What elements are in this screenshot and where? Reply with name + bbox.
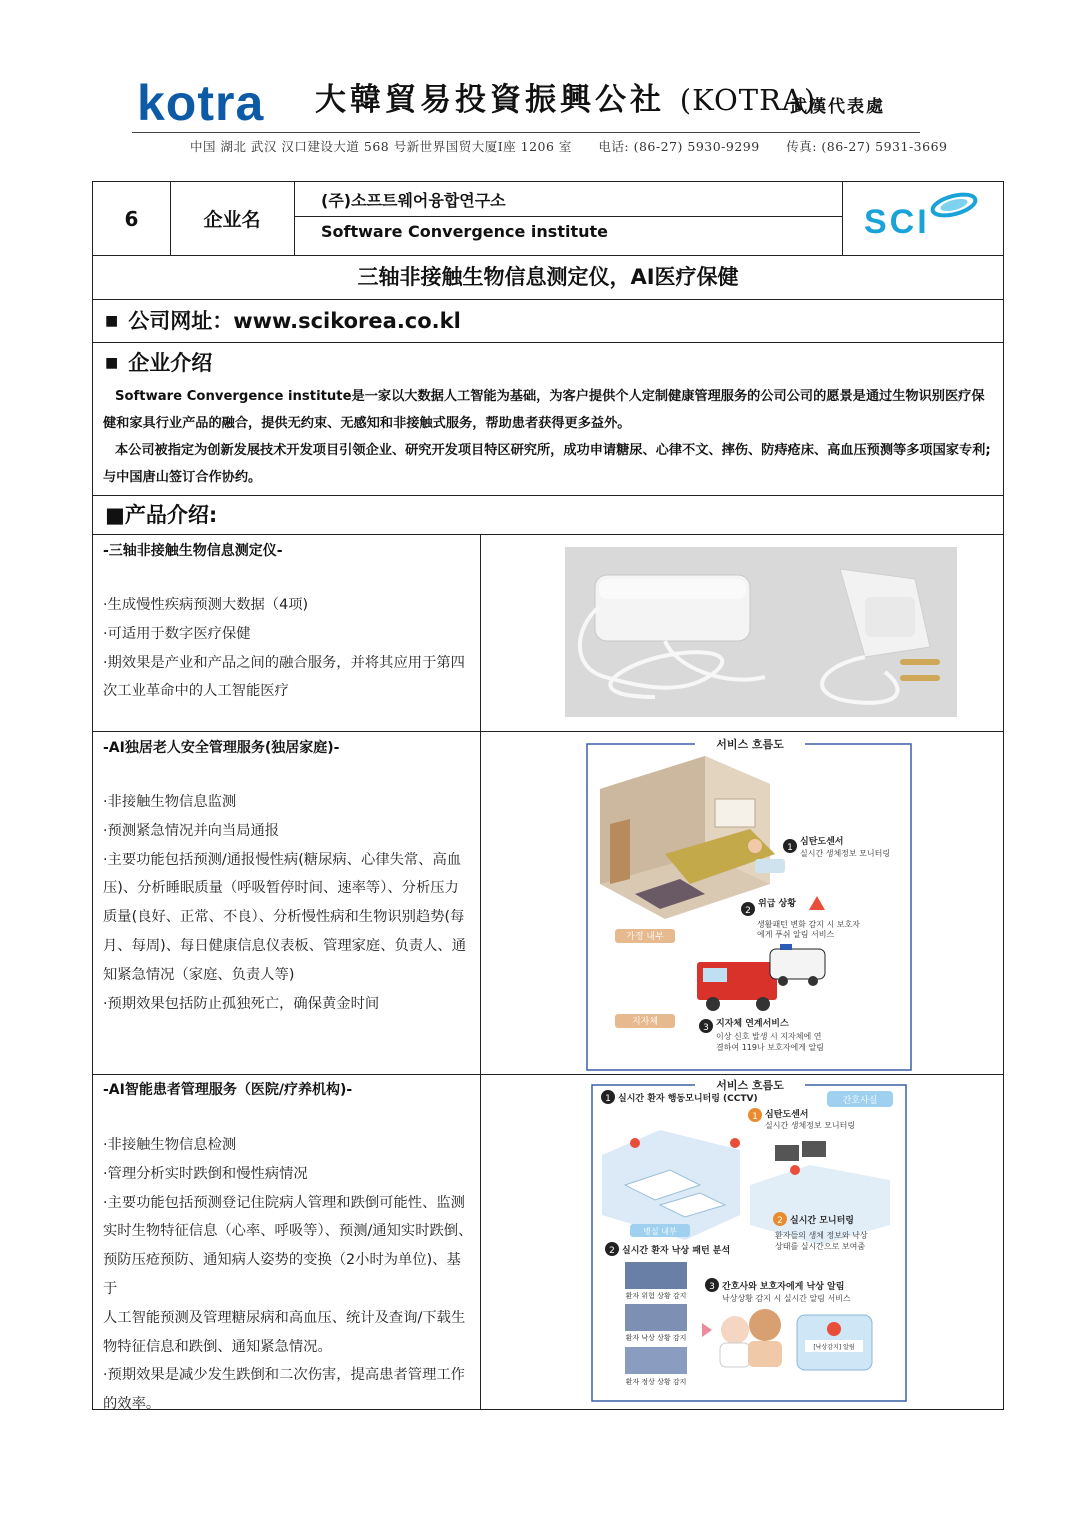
address: 中国 湖北 武汉 汉口建设大道 568 号新世界国贸大厦Ⅰ座 1206 室: [190, 139, 572, 154]
product-3-line: ·主要功能包括预测登记住院病人管理和跌倒可能性、监测: [103, 1194, 465, 1211]
nurse-icon: [721, 1316, 749, 1344]
monitor-icon: [802, 1141, 826, 1157]
product-3-title: -AI智能患者管理服务（医院/疗养机构)-: [103, 1082, 353, 1098]
product-2-line: 知紧急情况（家庭、负责人等): [103, 966, 295, 983]
svg-text:1: 1: [605, 1094, 611, 1104]
sci-logo-text: SCI: [864, 203, 930, 241]
product-3-line: 的效率。: [103, 1396, 161, 1413]
caption-danger: 환자 위험 상황 감지: [625, 1292, 687, 1300]
letterhead-address-line: [190, 137, 970, 155]
product-3-line: 实时生物特征信息（心率、呼吸等）、预测/通知实时跌倒、: [103, 1223, 473, 1240]
product-row-2: [93, 732, 1003, 1075]
hospital-service-flow-diagram: [590, 1075, 908, 1409]
bullet-square-icon: ■: [105, 355, 119, 371]
monitoring-title: 실시간 모니터링: [790, 1216, 854, 1226]
letterhead-divider: [132, 132, 920, 133]
step3-title: 지자체 연계서비스: [716, 1019, 789, 1029]
nurse-station-label: 간호사실: [842, 1096, 878, 1106]
svg-text:1: 1: [752, 1112, 758, 1122]
intro-heading: [93, 343, 1003, 383]
step1-title: 심탄도센서: [800, 837, 844, 847]
step2-desc2: 에게 푸쉬 알림 서비스: [757, 930, 835, 939]
svg-text:2: 2: [609, 1246, 615, 1256]
home-service-flow-diagram: [585, 734, 915, 1078]
intro-heading-text: 企业介绍: [128, 351, 213, 375]
products-heading-row: [93, 496, 1003, 535]
product-title-row: [93, 256, 1003, 300]
svg-text:2: 2: [777, 1216, 783, 1226]
website-row: [93, 300, 1003, 343]
step2-title: 위급 상황: [758, 899, 796, 909]
intro-paragraph-2: 本公司被指定为创新发展技术开发项目引领企业、研究开发项目特区研究所，成功申请糖尿、心律不文、摔伤、防痔疮床、高血压预测等多项国家专利;与中国唐山签订合作协约。: [103, 443, 991, 485]
sci-logo: [842, 182, 1003, 255]
product-2-description: [103, 788, 475, 1018]
product-3-line: ·非接触生物信息检测: [103, 1137, 237, 1153]
letterhead-title-cn: 大韓貿易投資振興公社: [315, 82, 665, 118]
product-3-line: ·管理分析实时跌倒和慢性病情况: [103, 1165, 308, 1182]
flow-header: 서비스 흐름도: [716, 1079, 784, 1092]
svg-text:2: 2: [745, 906, 751, 916]
product-row-3: [93, 1075, 1003, 1413]
kotra-logo: kotra: [137, 75, 265, 131]
products-heading: ■产品介绍:: [105, 503, 218, 527]
monitoring-desc1: 환자들의 생체 정보와 낙상: [775, 1231, 868, 1240]
monitor-icon: [775, 1145, 799, 1161]
step1-desc: 실시간 생체정보 모니터링: [800, 849, 891, 858]
sensor-desc: 실시간 생체정보 모니터링: [765, 1121, 856, 1130]
alert-desc: 낙상상황 감지 시 실시간 알림 서비스: [722, 1294, 851, 1303]
product-2-line: ·主要功能包括预测/通报慢性病(糖尿病、心律失常、高血: [103, 851, 462, 868]
product-1-line: 次工业革命中的人工智能医疗: [103, 683, 289, 700]
svg-text:3: 3: [703, 1023, 709, 1033]
company-name-english: Software Convergence institute: [321, 222, 608, 241]
product-main-title: 三轴非接触生物信息测定仪，AI医疗保健: [357, 265, 739, 289]
step3-desc1: 이상 신호 발생 시 지자체에 연: [716, 1032, 822, 1041]
device-photo: [565, 547, 957, 721]
phone: 电话: (86-27) 5930-9299: [598, 139, 760, 154]
police-car-icon: [770, 949, 825, 979]
intro-section: [93, 343, 1003, 496]
letterhead: [0, 0, 1080, 170]
step3-desc2: 결하여 119나 보호자에게 알림: [716, 1043, 824, 1052]
alert-title: 간호사와 보호자에게 낙상 알림: [722, 1282, 845, 1292]
top-title: 실시간 환자 행동모니터링 (CCTV): [618, 1094, 758, 1104]
svg-text:1: 1: [787, 843, 793, 853]
caption-fall: 환자 낙상 상황 감지: [625, 1334, 687, 1342]
product-2-line: ·预期效果包括防止孤独死亡，确保黄金时间: [103, 995, 380, 1012]
product-2-line: ·非接触生物信息监测: [103, 794, 237, 810]
product-3-line: 人工智能预测及管理糖尿病和高血压、统计及查询/下载生: [103, 1309, 466, 1326]
product-3-line: 预防压疮预防、通知病人姿势的变换（2小时为单位)、基于: [103, 1252, 461, 1297]
caption-normal: 환자 정상 상황 감지: [625, 1378, 687, 1386]
step2-desc1: 생활패턴 변화 감지 시 보호자: [757, 920, 860, 929]
letterhead-office: 武漢代表處: [790, 97, 885, 117]
gov-label: 지자체: [631, 1017, 659, 1027]
company-name-korean: (주)소프트웨어융합연구소: [321, 191, 506, 210]
product-1-title: -三轴非接触生物信息测定仪-: [103, 543, 283, 559]
company-number: 6: [124, 206, 139, 231]
company-sheet: [92, 181, 1004, 1413]
home-label: 가정 내부: [626, 932, 664, 942]
product-3-line: 物特征信息和跌倒、通知紧急情况。: [103, 1338, 332, 1355]
company-website: 公司网址：www.scikorea.co.kl: [128, 309, 461, 333]
product-3-description: [103, 1131, 475, 1419]
alert-popup: [낙상감지] 알림: [813, 1344, 855, 1351]
letterhead-title-paren: (KOTRA): [679, 83, 817, 117]
fall-analysis-title: 실시간 환자 낙상 패턴 분석: [622, 1246, 731, 1256]
fax: 传真: (86-27) 5931-3669: [786, 139, 948, 154]
sensor-title: 심탄도센서: [765, 1110, 809, 1120]
product-1-line: ·期效果是产业和产品之间的融合服务，并将其应用于第四: [103, 654, 465, 671]
intro-paragraph-1: Software Convergence institute是一家以大数据人工智能为基础，为客户提供个人定制健康管理服务的公司公司的愿景是通过生物识别医疗保健和家具行业产品的融合，提供无约束、无感知和非接触式服务，帮助患者获得更多益外。: [103, 389, 985, 431]
product-2-line: 压)、分析睡眠质量（呼吸暂停时间、速率等）、分析压力: [103, 880, 459, 897]
product-row-1: [93, 535, 1003, 732]
product-3-line: ·预期效果是减少发生跌倒和二次伤害，提高患者管理工作: [103, 1367, 465, 1384]
guardian-icon: [749, 1309, 781, 1341]
product-1-line: ·生成慢性疾病预测大数据（4项): [103, 597, 309, 613]
product-2-line: 月、每周)、每日健康信息仪表板、管理家庭、负责人、通: [103, 937, 466, 954]
product-2-title: -AI独居老人安全管理服务(独居家庭)-: [103, 740, 340, 756]
company-name-label: 企业名: [203, 209, 261, 231]
product-1-description: [103, 591, 475, 706]
product-2-line: ·预测紧急情况并向当局通报: [103, 822, 280, 839]
product-2-line: 质量(良好、正常、不良）、分析慢性病和生物识别趋势(每: [103, 909, 465, 926]
letterhead-title: [315, 80, 816, 120]
company-name-row: [93, 182, 1003, 256]
ward-label: 병실 내부: [643, 1227, 677, 1236]
alarm-icon: [827, 1322, 841, 1336]
flow-header: 서비스 흐름도: [716, 738, 784, 751]
product-1-line: ·可适用于数字医疗保健: [103, 625, 251, 642]
bullet-square-icon: ■: [105, 313, 119, 329]
svg-text:3: 3: [709, 1282, 715, 1292]
monitoring-desc2: 상태를 실시간으로 보여줌: [775, 1242, 866, 1251]
